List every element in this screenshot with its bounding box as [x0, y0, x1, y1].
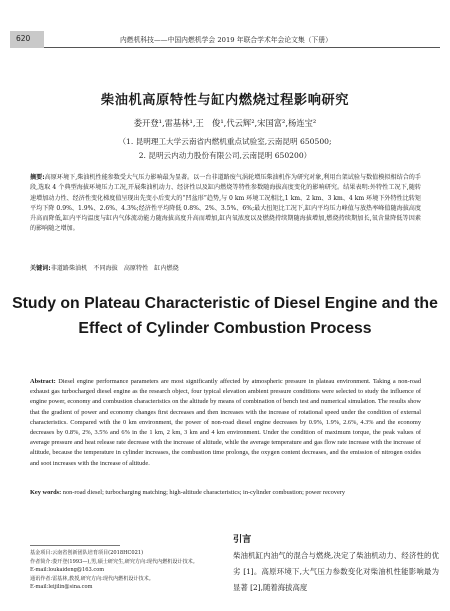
introduction-heading: 引言	[233, 534, 252, 545]
footnote-corresponding-email: E-mail:leijilin@sina.com	[30, 584, 93, 591]
running-head-title: 内燃机科技——中国内燃机学会 2019 年联合学术年会论文集（下册）	[120, 36, 332, 44]
chinese-affiliation-2: 2. 昆明云内动力股份有限公司,云南昆明 650200）	[138, 151, 312, 160]
chinese-title: 柴油机高原特性与缸内燃烧过程影响研究	[100, 93, 350, 108]
chinese-keywords-label: 关键词:	[30, 265, 51, 272]
header-divider	[44, 47, 440, 48]
english-title-line-1: Study on Plateau Characteristic of Diesel Engine and the	[12, 295, 438, 312]
footnotes	[30, 549, 220, 592]
english-title	[0, 291, 450, 341]
chinese-abstract-label: 摘要:	[30, 174, 45, 181]
chinese-keywords-text: 非道路柴油机 不同海拔 高原特性 缸内燃烧	[50, 265, 179, 272]
footnote-corresponding: 通讯作者:雷基林,教授,研究方向:现代内燃机设计技术。	[30, 575, 154, 582]
page-number-box	[10, 31, 44, 48]
chinese-affiliation-1: （1. 昆明理工大学云南省内燃机重点试验室,云南昆明 650500;	[118, 137, 332, 146]
introduction-text: 柴油机缸内油气的混合与燃烧,决定了柴油机动力、经济性的优劣 [1]。高原环境下,大气压力参数变化对柴油机性能影响最为显著 [2],随着海拔高度	[233, 551, 439, 592]
footnote-divider	[30, 545, 120, 546]
chinese-abstract	[30, 173, 421, 235]
english-title-line-2: Effect of Cylinder Combustion Process	[78, 320, 372, 337]
footnote-author-email: E-mail:loukaideng@163.com	[30, 567, 105, 574]
chinese-authors: 娄开登¹,雷基林¹,王 俊¹,代云辉²,宋国富²,杨连宝²	[133, 118, 317, 128]
footnote-author: 作者简介:娄开登(1993—),男,硕士研究生,研究方向:现代内燃机设计技术。	[30, 558, 198, 565]
english-abstract	[30, 377, 421, 469]
chinese-keywords	[30, 264, 421, 274]
english-keywords-label: Key words:	[30, 489, 62, 496]
english-keywords-text: non-road diesel; turbocharging matching; high-altitude characteristics; in-cylinder combustion; power recovery	[62, 489, 346, 496]
running-header	[10, 31, 440, 48]
english-abstract-text: Diesel engine performance parameters are most significantly affected by atmospheric pressure in plateau environment. Taking a non-road exhaust gas turbocharged diesel engine as the research object, four typical elevation ambient pressure conditions were selected to study the influence of engine power, economy and combustion characteristics on the altitude by means of combination of bench test and numerical simulation. The results show that the gradient of power and economy changes first decreases and then increases with the increase of rotational speed under the condition of external characteristics. Compared with the 0 km environment, the power of non-road diesel engine decreases by 0.9%, 1.9%, 2.6%, 4.3% and the economy decreases by 0.8%, 2%, 3.5% and 6% in the 1 km, 2 km, 3 km and 4 km environment. Under the condition of maximum torque, the peak values of average pressure and heat release rate decrease with the increase of altitude, while the average temperature and gas flow rate increase with the increase of altitude, because the temperature in cylinder increases, the combustion time prolongs, the oxygen content decreases, and the emission of nitrogen oxides and soot increases with the increase of altitude.	[30, 378, 421, 467]
footnote-fund: 基金项目:云南省创新团队培育项目(2018HC021)	[30, 550, 144, 556]
page-number: 620	[16, 34, 31, 43]
chinese-abstract-text: 高原环境下,柴油机性能参数受大气压力影响最为显著。以一台非道路废气涡轮增压柴油机作为研究对象,利用台架试验与数值模拟相结合的手段,选取 4 个典型海拔环境压力工况,开展柴油机动力、经济性以及缸内燃烧等特性参数随海拔高度变化的影响研究。结果表明:外特性工况下,随转速增加动力性、经济性变化梯度值呈现出先变小后变大的“凹盆形”趋势,与 0 km 环境工况相比,1 km、2 km、3 km、4 km 环境下外特性比转矩平均下降 0.9%、1.9%、2.6%、4.3%;经济性平均降低 0.8%、2%、3.5%、6%;最大扭矩比工况下,缸内平均压力峰值与放热率峰值随海拔高度升高而降低,缸内平均温度与缸内气体流动能力随海拔高度升高而增加,缸内氧浓度以及燃烧持续期随海拔增加,燃烧持续期加长,氧含量降低等因素的影响随之增加。	[30, 174, 422, 233]
english-keywords	[30, 488, 421, 498]
english-abstract-label: Abstract:	[30, 378, 56, 385]
